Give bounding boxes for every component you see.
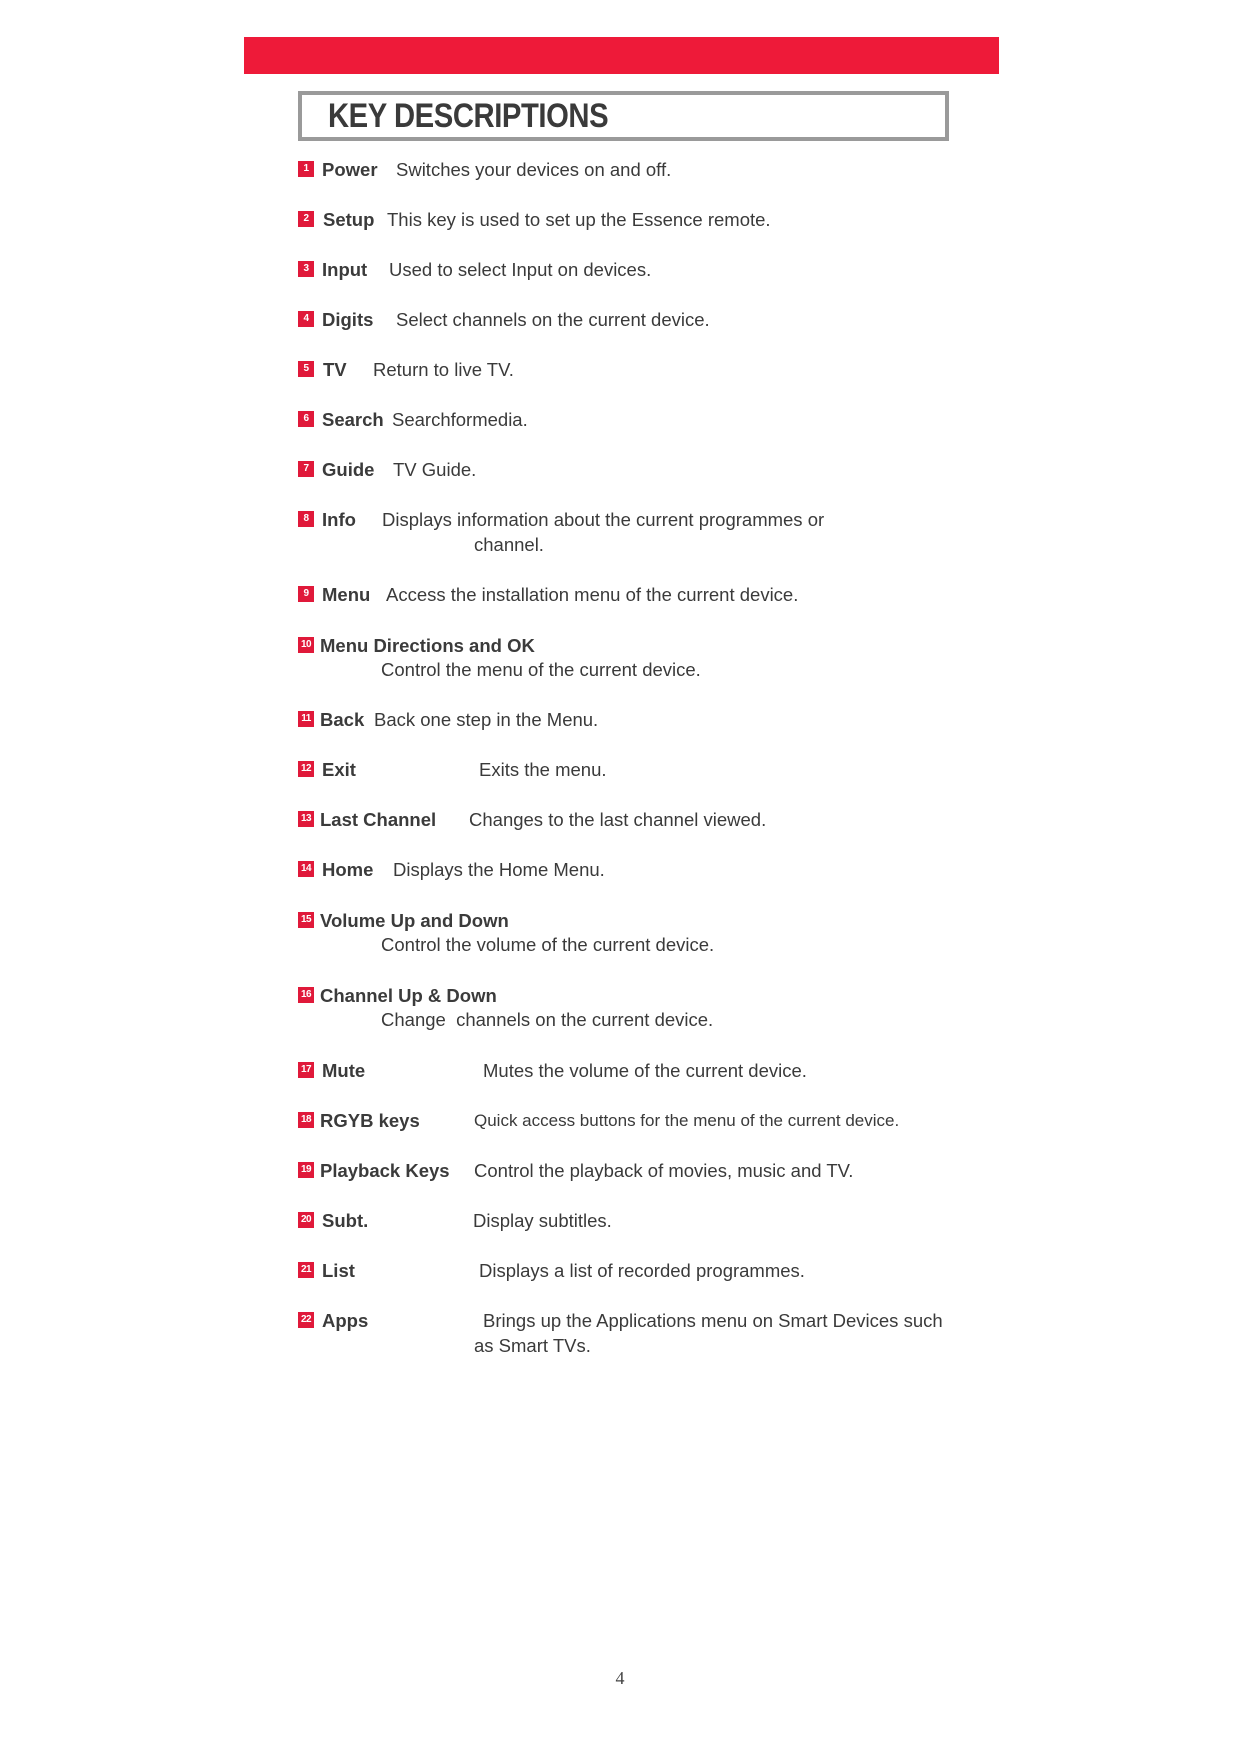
key-name: Info xyxy=(322,509,356,530)
key-description: Back one step in the Menu. xyxy=(374,709,599,730)
number-badge: 13 xyxy=(298,811,314,827)
key-description: Displays a list of recorded programmes. xyxy=(479,1260,805,1281)
number-badge: 3 xyxy=(298,261,314,277)
key-name: RGYB keys xyxy=(320,1110,420,1131)
number-badge: 22 xyxy=(298,1312,314,1328)
key-description: Access the installation menu of the current device. xyxy=(386,584,799,605)
key-name: Exit xyxy=(322,759,356,780)
title-box xyxy=(298,91,949,141)
key-name: Home xyxy=(322,859,374,880)
key-description: Searchformedia. xyxy=(392,409,528,430)
key-name: Power xyxy=(322,159,378,180)
key-name: Playback Keys xyxy=(320,1160,450,1181)
key-description: Change channels on the current device. xyxy=(381,1009,714,1030)
number-badge: 12 xyxy=(298,761,314,777)
key-description: Used to select Input on devices. xyxy=(389,259,652,280)
key-description: Displays information about the current programmes or xyxy=(382,509,825,530)
key-name: Mute xyxy=(322,1060,366,1081)
key-description: Control the volume of the current device. xyxy=(381,934,715,955)
key-description: Control the menu of the current device. xyxy=(381,659,701,680)
key-name: Back xyxy=(320,709,365,730)
number-badge: 18 xyxy=(298,1112,314,1128)
key-description: Displays the Home Menu. xyxy=(393,859,605,880)
key-description: Return to live TV. xyxy=(373,359,514,380)
number-badge: 1 xyxy=(298,161,314,177)
key-description-continued: channel. xyxy=(474,534,544,555)
number-badge: 11 xyxy=(298,711,314,727)
page-number: 4 xyxy=(615,1668,625,1688)
key-name: List xyxy=(322,1260,355,1281)
key-description: Control the playback of movies, music and TV. xyxy=(474,1160,854,1181)
number-badge: 7 xyxy=(298,461,314,477)
key-name: Volume Up and Down xyxy=(320,910,509,931)
key-description: Select channels on the current device. xyxy=(396,309,710,330)
key-name: Search xyxy=(322,409,384,430)
key-name: TV xyxy=(323,359,347,380)
key-name: Channel Up & Down xyxy=(320,985,497,1006)
number-badge: 6 xyxy=(298,411,314,427)
number-badge: 5 xyxy=(298,361,314,377)
key-name: Subt. xyxy=(322,1210,369,1231)
key-description: Display subtitles. xyxy=(473,1210,612,1231)
key-name: Input xyxy=(322,259,368,280)
number-badge: 15 xyxy=(298,912,314,928)
key-description: Brings up the Applications menu on Smart Devices such xyxy=(483,1310,943,1331)
key-description: This key is used to set up the Essence remote. xyxy=(387,209,771,230)
key-description: Switches your devices on and off. xyxy=(396,159,672,180)
key-name: Setup xyxy=(323,209,375,230)
number-badge: 8 xyxy=(298,511,314,527)
page-title: KEY DESCRIPTIONS xyxy=(328,97,609,135)
number-badge: 19 xyxy=(298,1162,314,1178)
number-badge: 10 xyxy=(298,637,314,653)
key-description: Changes to the last channel viewed. xyxy=(469,809,767,830)
number-badge: 16 xyxy=(298,987,314,1003)
key-description: Quick access buttons for the menu of the current device. xyxy=(474,1111,900,1130)
key-name: Last Channel xyxy=(320,809,437,830)
key-description: Mutes the volume of the current device. xyxy=(483,1060,807,1081)
key-name: Menu xyxy=(322,584,371,605)
key-description: Exits the menu. xyxy=(479,759,607,780)
number-badge: 21 xyxy=(298,1262,314,1278)
number-badge: 2 xyxy=(298,211,314,227)
key-name: Digits xyxy=(322,309,374,330)
key-name: Apps xyxy=(322,1310,369,1331)
number-badge: 14 xyxy=(298,861,314,877)
number-badge: 4 xyxy=(298,311,314,327)
number-badge: 17 xyxy=(298,1062,314,1078)
key-description-continued: as Smart TVs. xyxy=(474,1335,591,1356)
header-red-bar xyxy=(244,37,999,74)
key-name: Menu Directions and OK xyxy=(320,635,535,656)
number-badge: 9 xyxy=(298,586,314,602)
number-badge: 20 xyxy=(298,1212,314,1228)
key-description: TV Guide. xyxy=(393,459,477,480)
key-name: Guide xyxy=(322,459,375,480)
